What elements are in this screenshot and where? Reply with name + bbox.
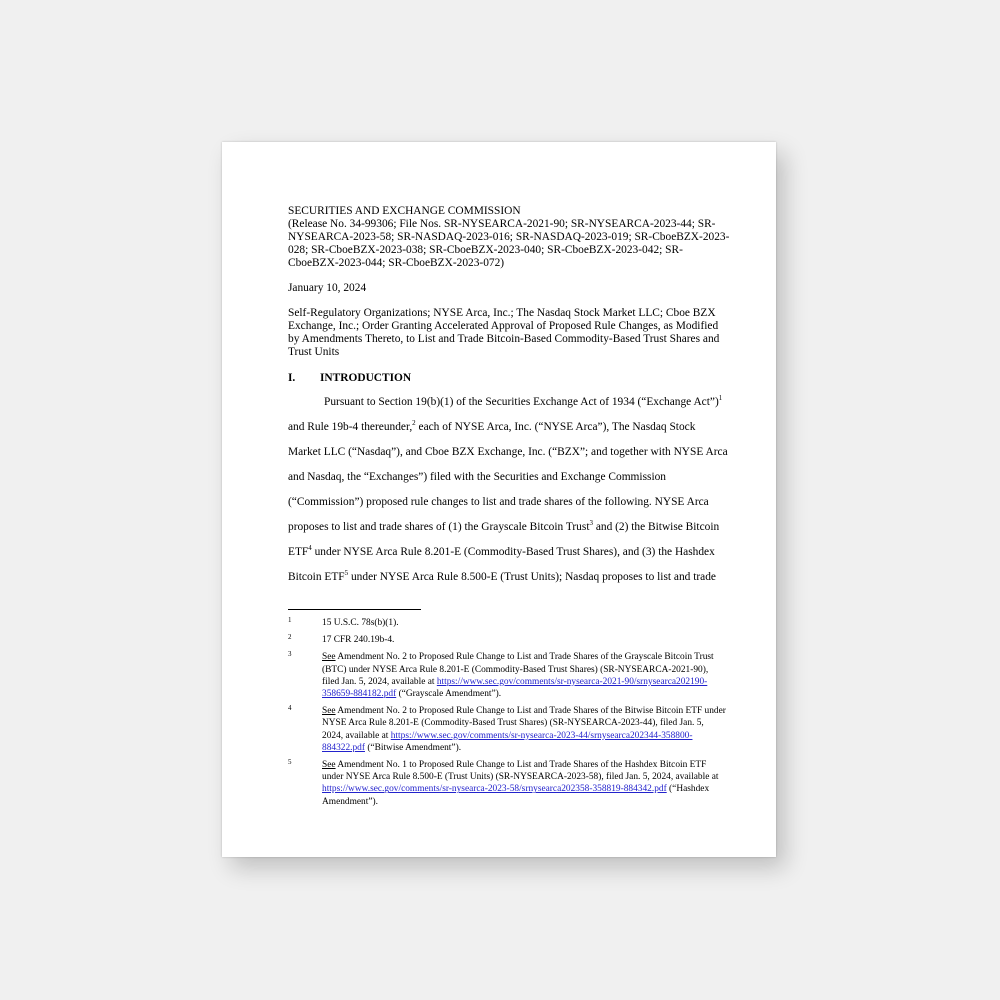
body-line: Market LLC (“Nasdaq”), and Cboe BZX Exchange, Inc. (“BZX”; and together with NYSE Arca [288,446,728,458]
footnote-line: https://www.sec.gov/comments/sr-nysearca-2023-58/srnysearca202358-358819-884342.pdf (“Hashdex [322,784,710,795]
body-line: and Nasdaq, the “Exchanges”) filed with the Securities and Exchange Commission [288,471,666,483]
body-line: proposes to list and trade shares of (1) the Grayscale Bitcoin Trust$^3$ and (2) the Bitwise Bitcoin [288,519,720,533]
footnote-line: 358659-884182.pdf (“Grayscale Amendment”). [322,689,502,700]
hyperlink[interactable]: 884322.pdf [322,742,365,753]
hyperlink[interactable]: 358659-884182.pdf [322,689,397,700]
section-number: I. [288,372,296,384]
body-line: Pursuant to Section 19(b)(1) of the Securities Exchange Act of 1934 (“Exchange Act”)$^1$ [324,394,723,408]
hyperlink[interactable]: https://www.sec.gov/comments/sr-nysearca-2023-44/srnysearca202344-358800- [390,730,693,741]
footnote-separator [288,609,421,610]
body-line: ETF$^4$ under NYSE Arca Rule 8.201-E (Commodity-Based Trust Shares), and (3) the Hashdex [288,544,715,558]
footnote-number: 4 [288,704,292,713]
footnote-text [322,651,714,700]
footnote-line: 17 CFR 240.19b-4. [322,635,395,646]
footnote-number: 2 [288,633,292,642]
body-line: and Rule 19b-4 thereunder,$^2$ each of NYSE Arca, Inc. (“NYSE Arca”), The Nasdaq Stock [288,419,696,433]
footnote-line: (BTC) under NYSE Arca Rule 8.201-E (Commodity-Based Trust Shares) (SR-NYSEARCA-2021-90), [322,664,709,675]
document-content [288,205,730,813]
emphasized-text: See [322,706,336,717]
footnote-line: under NYSE Arca Rule 8.500-E (Trust Units) (SR-NYSEARCA-2023-58), filed Jan. 5, 2024, available at [322,772,719,783]
header-line: SECURITIES AND EXCHANGE COMMISSION [288,205,521,217]
footnote-line: Amendment”). [322,796,378,807]
footnote-text [322,759,719,808]
footnote-number: 3 [288,650,292,659]
footnote [288,634,714,646]
section-heading [288,372,714,385]
footnote [288,617,714,629]
document-subject [288,307,720,359]
footnote [288,758,719,808]
footnote-line: See Amendment No. 2 to Proposed Rule Change to List and Trade Shares of the Bitwise Bitcoin ETF under [322,706,726,717]
footnotes-section [288,616,726,808]
header-line: 028; SR-CboeBZX-2023-038; SR-CboeBZX-2023-040; SR-CboeBZX-2023-042; SR- [288,244,683,256]
document-page [222,142,776,857]
footnote-line: NYSE Arca Rule 8.201-E (Commodity-Based Trust Shares) (SR-NYSEARCA-2023-44), filed Jan. 5, [322,718,704,729]
hyperlink[interactable]: https://www.sec.gov/comments/sr-nysearca-2023-58/srnysearca202358-358819-884342.pdf [322,784,667,795]
introduction-paragraph [288,390,728,590]
footnote-ref: 1 [718,394,723,403]
footnote-line: See Amendment No. 2 to Proposed Rule Change to List and Trade Shares of the Grayscale Bitcoin Trust [322,652,714,663]
subject-line: Trust Units [288,346,340,358]
header-line: (Release No. 34-99306; File Nos. SR-NYSEARCA-2021-90; SR-NYSEARCA-2023-44; SR- [288,218,716,230]
footnote-line: 15 U.S.C. 78s(b)(1). [322,618,399,628]
footnote-text [322,634,714,646]
footnote-line: 2024, available at https://www.sec.gov/comments/sr-nysearca-2023-44/srnysearca202344-358800- [322,730,693,741]
footnote-ref: 3 [589,519,593,528]
subject-line: Self-Regulatory Organizations; NYSE Arca, Inc.; The Nasdaq Stock Market LLC; Cboe BZX [288,307,716,319]
emphasized-text: See [322,652,336,663]
footnote-ref: 2 [412,419,416,428]
header-line: NYSEARCA-2023-58; SR-NASDAQ-2023-016; SR-NASDAQ-2023-019; SR-CboeBZX-2023- [288,231,730,243]
hyperlink[interactable]: https://www.sec.gov/comments/sr-nysearca-2021-90/srnysearca202190- [436,676,708,687]
subject-line: by Amendments Thereto, to List and Trade Bitcoin-Based Commodity-Based Trust Shares and [288,333,720,345]
footnote [288,704,726,754]
section-title: INTRODUCTION [320,372,412,384]
footnote-ref: 4 [308,544,312,553]
body-line: Bitcoin ETF$^5$ under NYSE Arca Rule 8.500-E (Trust Units); Nasdaq proposes to list and trade [288,569,716,583]
emphasized-text: See [322,760,336,771]
footnote-number: 1 [288,616,292,624]
footnote-number: 5 [288,758,292,767]
footnote-line: filed Jan. 5, 2024, available at https://www.sec.gov/comments/sr-nysearca-2021-90/srnysearca202190- [322,676,708,687]
footnote-line: 884322.pdf (“Bitwise Amendment”). [322,742,462,753]
header-line: CboeBZX-2023-044; SR-CboeBZX-2023-072) [288,257,505,269]
footnote-line: See Amendment No. 1 to Proposed Rule Change to List and Trade Shares of the Hashdex Bitcoin ETF [322,760,707,771]
footnote [288,651,714,700]
footnote-ref: 5 [344,569,349,578]
body-line: (“Commission”) proposed rule changes to list and trade shares of the following. NYSE Arca [288,496,709,508]
footnote-text [322,705,726,754]
footnote-text [322,617,714,629]
document-header [288,205,730,270]
document-date: January 10, 2024 [288,282,367,294]
subject-line: Exchange, Inc.; Order Granting Accelerated Approval of Proposed Rule Changes, as Modified [288,320,719,332]
